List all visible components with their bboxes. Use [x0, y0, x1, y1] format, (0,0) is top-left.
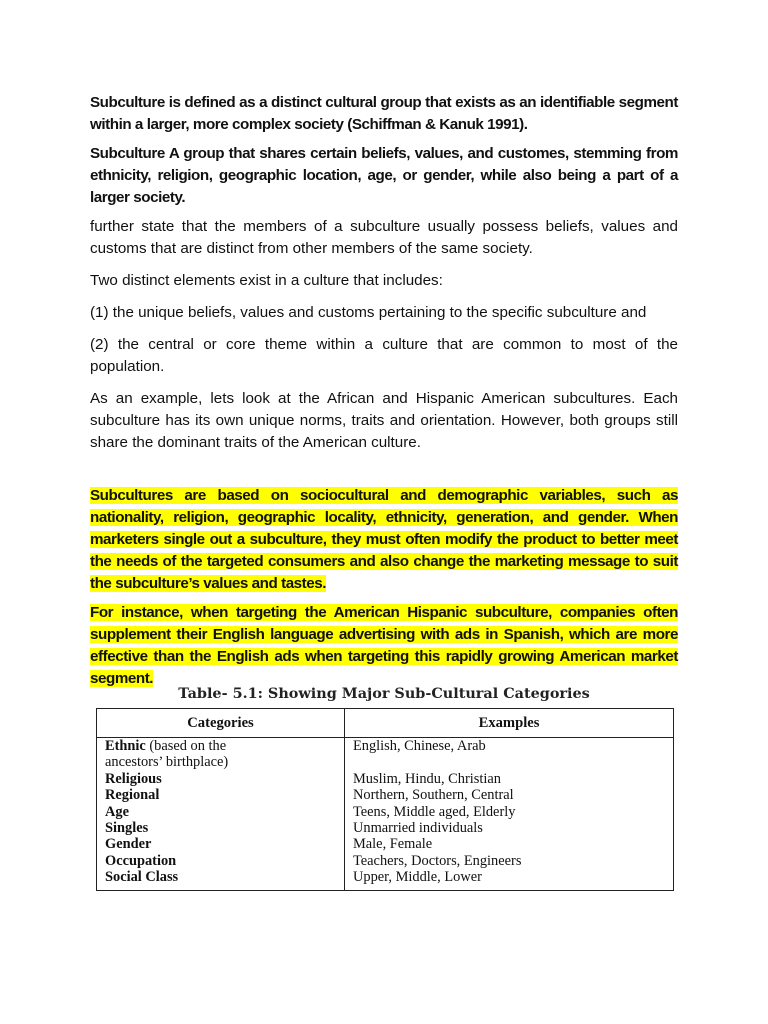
table-title: Table- 5.1: Showing Major Sub-Cultural Categories — [178, 685, 590, 702]
example-occupation: Teachers, Doctors, Engineers — [353, 852, 522, 869]
document-body — [90, 92, 678, 690]
table-header-row — [97, 709, 674, 738]
example-age: Teens, Middle aged, Elderly — [353, 803, 516, 820]
example-spacer — [353, 754, 673, 770]
category-age: Age — [105, 803, 129, 820]
example-social-class: Upper, Middle, Lower — [353, 869, 482, 886]
category-social-class: Social Class — [105, 869, 179, 886]
example-ethnic: English, Chinese, Arab — [353, 738, 486, 754]
paragraph-members: further state that the members of a subculture usually possess beliefs, values and customs that are distinct from other members of the same society. — [90, 218, 678, 257]
header-examples: Examples — [345, 709, 674, 738]
highlighted-paragraph-variables — [90, 485, 678, 595]
category-ethnic-note: ancestors’ birthplace) — [105, 754, 229, 771]
highlight-text: Subcultures are based on sociocultural and demographic variables, such as nationality, religion, geographic locality, ethnicity, generation, and gender. When marketers single out a subculture, they must often modify the product to better meet the needs of the targeted consumers and also change the marketing message to suit the subculture’s values and tastes. — [90, 487, 678, 592]
paragraph-element-1: (1) the unique beliefs, values and customs pertaining to the specific subculture and — [90, 304, 647, 321]
header-categories: Categories — [97, 709, 345, 738]
example-singles: Unmarried individuals — [353, 819, 483, 836]
highlight-text: For instance, when targeting the American Hispanic subculture, companies often supplement their English language advertising with ads in Spanish, which are more effective than the English ads when targeting this rapidly growing American market segment. — [90, 604, 678, 687]
categories-cell — [97, 738, 345, 891]
example-religious: Muslim, Hindu, Christian — [353, 770, 501, 787]
category-religious: Religious — [105, 770, 162, 787]
category-singles: Singles — [105, 819, 149, 836]
category-occupation: Occupation — [105, 852, 177, 869]
subcultural-categories-table — [96, 708, 674, 891]
category-ethnic: Ethnic (based on the — [105, 738, 227, 754]
paragraph-element-2: (2) the central or core theme within a culture that are common to most of the population. — [90, 336, 678, 375]
category-gender: Gender — [105, 836, 152, 853]
paragraph-definition: Subculture is defined as a distinct cultural group that exists as an identifiable segment within a larger, more complex society (Schiffman & Kanuk 1991). — [90, 94, 678, 133]
paragraph-subculture-group: Subculture A group that shares certain beliefs, values, and customes, stemming from ethnicity, religion, geographic location, age, or gender, while also being a part of a larger society. — [90, 145, 678, 206]
examples-cell — [345, 738, 674, 891]
category-regional: Regional — [105, 787, 160, 804]
table-row — [97, 738, 674, 891]
example-regional: Northern, Southern, Central — [353, 787, 514, 804]
example-gender: Male, Female — [353, 836, 433, 853]
paragraph-example: As an example, lets look at the African and Hispanic American subcultures. Each subculture has its own unique norms, traits and orientation. However, both groups still share the dominant traits of the American culture. — [90, 390, 678, 451]
paragraph-two-elements: Two distinct elements exist in a culture that includes: — [90, 272, 443, 289]
highlighted-paragraph-hispanic — [90, 602, 678, 690]
